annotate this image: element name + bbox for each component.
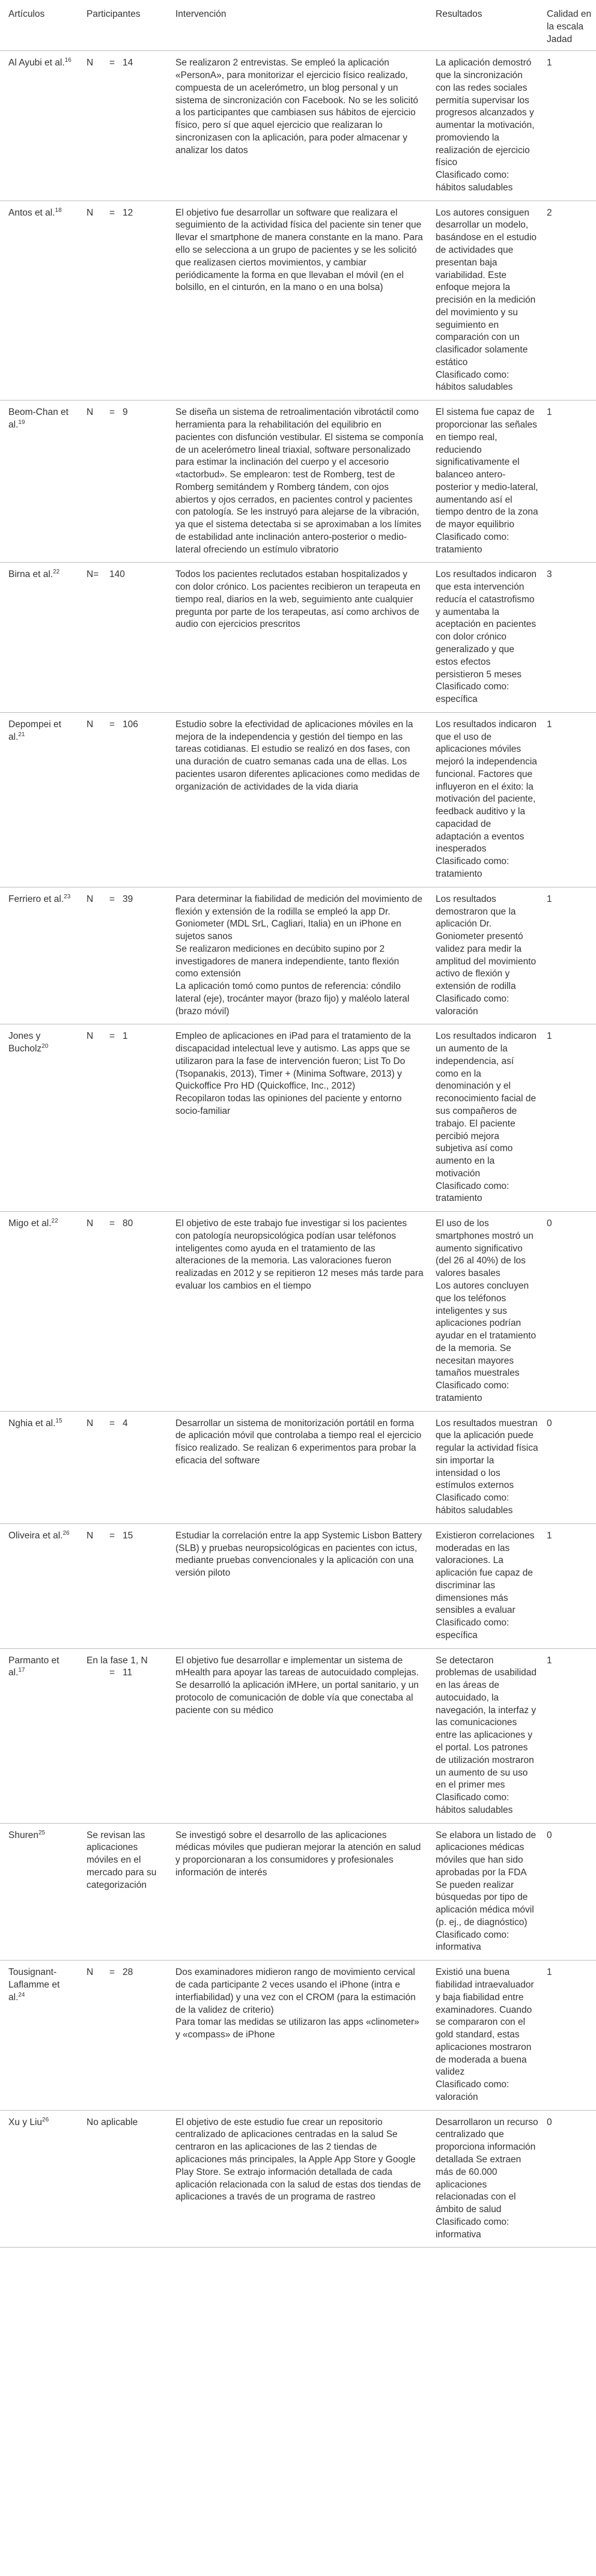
cell-results — [430, 1648, 542, 1823]
results-text: Los resultados demostraron que la aplicación Dr. Goniometer presentó validez para medir la amplitud del movimiento activo de flexión y extensión de rodilla — [436, 893, 537, 992]
cell-intervention — [167, 1648, 430, 1823]
participants-label: N — [87, 58, 94, 68]
results-classification: Clasificado como: específica — [436, 1618, 509, 1640]
table-row — [0, 563, 596, 712]
article-author: Al Ayubi et al. — [8, 58, 65, 68]
cell-participants — [78, 2110, 167, 2248]
quality-score: 0 — [547, 2117, 552, 2127]
cell-intervention — [167, 1411, 430, 1523]
table-body — [0, 51, 596, 2248]
article-reference: 18 — [55, 207, 62, 214]
cell-quality — [542, 401, 596, 563]
table-row — [0, 1648, 596, 1823]
intervention-text: Estudio sobre la efectividad de aplicaciones móviles en la mejora de la independencia y gestión del tiempo en las tareas cotidianas. El estudio se realizó en dos fases, con una duración de cuatro semanas cada una de ellas. Los pacientes usaron diferentes aplicaciones como medidas de organización de actividades de la vida diaria — [175, 719, 420, 792]
participants-equals: = — [109, 1031, 115, 1042]
cell-results — [430, 51, 542, 201]
table-header-row — [0, 0, 596, 51]
cell-results — [430, 887, 542, 1024]
results-text: Los resultados indicaron que esta intervención reducía el catastrofismo y aumentaba la aceptación en pacientes con dolor crónico generalizado y que estos efectos persistieron 5 meses — [436, 569, 537, 680]
article-reference: 17 — [18, 1667, 25, 1674]
article-reference: 20 — [41, 1043, 49, 1050]
cell-intervention — [167, 1212, 430, 1411]
results-text: Los resultados muestran que la aplicación puede regular la actividad física sin importar la intensidad o los estímulos externos — [436, 1418, 538, 1491]
participants-text: Se revisan las aplicaciones móviles en el mercado para su categorización — [87, 1830, 157, 1890]
header-results: Resultados — [430, 0, 542, 51]
cell-participants — [78, 887, 167, 1024]
quality-score: 1 — [547, 893, 552, 904]
cell-article — [0, 51, 78, 201]
article-author: Beom-Chan et al. — [8, 407, 68, 430]
table-row — [0, 2110, 596, 2248]
participants-equals: = — [109, 719, 115, 730]
results-classification: Clasificado como: tratamiento — [436, 1380, 509, 1403]
header-intervention: Intervención — [167, 0, 430, 51]
quality-score: 0 — [547, 1418, 552, 1429]
intervention-text: Se realizaron 2 entrevistas. Se empleó la aplicación «PersonA», para monitorizar el ejercicio físico realizado, compuesta de un acelerómetro, un blog personal y un sistema de sincronización con Facebook. No se les solicitó a los participantes que cambiasen sus hábitos de ejercicio físico, pero sí que aquel ejercicio que realizaran lo sincronizasen con la aplicación, para poder almacenar y analizar los datos — [175, 58, 419, 156]
results-classification: Clasificado como: hábitos saludables — [436, 1493, 513, 1516]
intervention-text: El objetivo de este trabajo fue investigar si los pacientes con patología neuropsicológica podían usar teléfonos inteligentes como ayuda en el tratamiento de las alteraciones de la memoria. Las valoraciones fueron realizadas en 2012 y se repitieron 12 meses más tarde para evaluar los cambios en el tiempo — [175, 1218, 424, 1291]
table-row — [0, 401, 596, 563]
intervention-paragraph: Recopilaron todas las opiniones del paciente y entorno socio-familiar — [175, 1093, 402, 1117]
quality-score: 1 — [547, 407, 552, 418]
participants-label: N — [87, 1031, 94, 1042]
intervention-paragraph: Empleo de aplicaciones en iPad para el tratamiento de la discapacidad intelectual leve y autismo. Las apps que se utilizaron para la fase de intervención fueron; List To Do (Tsopanakis, 2013), Timer + (Minima Software, 2013) y Quickoffice Pro HD (Quickoffice, Inc., 2012) — [175, 1031, 412, 1092]
participants-count: 14 — [123, 58, 133, 68]
cell-results — [430, 1024, 542, 1212]
cell-intervention — [167, 1523, 430, 1648]
results-classification: Clasificado como: informativa — [436, 1929, 509, 1953]
intervention-text: Estudiar la correlación entre la app Systemic Lisbon Battery (SLB) y pruebas neuropsicológicas en pacientes con ictus, mediante pruebas convencionales y la aplicación con una versión piloto — [175, 1530, 422, 1579]
cell-quality — [542, 563, 596, 712]
results-classification: Clasificado como: valoración — [436, 2079, 509, 2102]
results-text: La aplicación demostró que la sincronización con las redes sociales permitía supervisar los progresos alcanzados y aumentar la motivación, promoviendo la realización de ejercicio físico — [436, 58, 535, 168]
participants-count: 80 — [123, 1218, 133, 1229]
participants-equals: = — [109, 1218, 115, 1229]
participants-count: 140 — [109, 569, 125, 580]
cell-intervention — [167, 712, 430, 887]
article-reference: 23 — [64, 893, 71, 900]
cell-intervention — [167, 1961, 430, 2110]
cell-participants — [78, 51, 167, 201]
participants-label: N — [87, 1967, 94, 1978]
article-reference: 24 — [18, 1991, 25, 1998]
cell-quality — [542, 1648, 596, 1823]
results-extra-text: Se pueden realizar búsquedas por tipo de aplicación médica móvil (p. ej., de diagnóstico) — [436, 1879, 534, 1927]
quality-score: 1 — [547, 719, 552, 730]
cell-quality — [542, 1411, 596, 1523]
cell-quality — [542, 1961, 596, 2110]
table-row — [0, 1961, 596, 2110]
cell-article — [0, 1523, 78, 1648]
cell-intervention — [167, 2110, 430, 2248]
cell-results — [430, 201, 542, 400]
results-classification: Clasificado como: hábitos saludables — [436, 1792, 513, 1815]
cell-results — [430, 401, 542, 563]
article-reference: 16 — [64, 57, 71, 64]
intervention-paragraph: Dos examinadores midieron rango de movimiento cervical de cada participante 2 veces usando el iPhone (intra e interfiabilidad) y una vez con el CROM (para la estimación de la validez de criterio) — [175, 1967, 416, 2015]
participants-equals: = — [109, 1418, 115, 1429]
results-text: Se detectaron problemas de usabilidad en las áreas de autocuidado, la navegación, la interfaz y las comunicaciones entre las aplicaciones y el portal. Los patrones de utilización mostraron un aumento de su uso en el primer mes — [436, 1655, 537, 1791]
participants-count: 9 — [123, 407, 128, 418]
results-classification: Clasificado como: hábitos saludables — [436, 170, 513, 193]
results-text: Los resultados indicaron que el uso de aplicaciones móviles mejoró la independencia funcional. Factores que influyeron en el éxito: la motivación del paciente, feedback auditivo y la capacidad de adaptación a eventos inesperados — [436, 719, 537, 854]
cell-results — [430, 1961, 542, 2110]
cell-participants — [78, 1648, 167, 1823]
cell-quality — [542, 1823, 596, 1961]
results-classification: Clasificado como: específica — [436, 682, 509, 705]
cell-quality — [542, 887, 596, 1024]
results-text: Se elabora un listado de aplicaciones médicas móviles que han sido aprobadas por la FDA — [436, 1830, 537, 1878]
intervention-text: Desarrollar un sistema de monitorización portátil en forma de aplicación móvil que controlaba a tiempo real el ejercicio físico realizado. Se realizan 6 experimentos para probar la eficacia del software — [175, 1418, 422, 1466]
article-reference: 26 — [42, 2116, 49, 2123]
cell-quality — [542, 712, 596, 887]
cell-intervention — [167, 563, 430, 712]
cell-participants — [78, 1523, 167, 1648]
cell-intervention — [167, 51, 430, 201]
cell-quality — [542, 1024, 596, 1212]
intervention-text: Se investigó sobre el desarrollo de las aplicaciones médicas móviles que pudieran mejorar la atención en salud y proporcionaran a los consumidores y profesionales información de interés — [175, 1830, 421, 1878]
participants-label: N — [87, 719, 94, 730]
cell-article — [0, 1212, 78, 1411]
article-author: Parmanto et al. — [8, 1655, 59, 1678]
results-classification: Clasificado como: tratamiento — [436, 1181, 509, 1204]
participants-label: N= — [87, 569, 99, 580]
cell-intervention — [167, 201, 430, 400]
intervention-text: El objetivo de este estudio fue crear un repositorio centralizado de aplicaciones centradas en la salud Se centraron en las aplicaciones de las 2 tiendas de aplicaciones más principales, la Apple App Store y Google Play Store. Se extrajo información detallada de cada aplicación relacionada con la salud de estas dos tiendas de aplicaciones a través de un programa de rastreo — [175, 2117, 421, 2203]
table-row — [0, 887, 596, 1024]
table-row — [0, 201, 596, 400]
article-reference: 21 — [18, 731, 25, 738]
intervention-text: Se diseña un sistema de retroalimentación vibrotáctil como herramienta para la rehabilitación del equilibrio en pacientes con disfunción vestibular. El sistema se componía de un acelerómetro lineal triaxial, software personalizado para estimar la inclinación del cuerpo y el accesorio «tactorbud». Se emplearon: test de Romberg, test de Romberg semitándem y Romberg tándem, con ojos abiertos y ojos cerrados, en pacientes control y pacientes con patología. Se les instruyó para alejarse de la vibración, ya que el sistema detectaba si se aproximaban a los límites de estabilidad ante inclinación antero-posterior o medio-lateral ofreciendo un estímulo vibratorio — [175, 407, 424, 555]
participants-equals: = — [109, 1530, 115, 1541]
participants-equals: = — [109, 207, 115, 218]
article-author: Xu y Liu — [8, 2117, 43, 2127]
cell-results — [430, 1411, 542, 1523]
participants-count: 4 — [123, 1418, 128, 1429]
cell-article — [0, 1648, 78, 1823]
header-participants: Participantes — [78, 0, 167, 51]
article-reference: 19 — [18, 419, 25, 426]
results-classification: Clasificado como: tratamiento — [436, 531, 509, 555]
article-author: Nghia et al. — [8, 1418, 56, 1429]
article-author: Migo et al. — [8, 1218, 52, 1229]
participants-equals: = — [109, 58, 115, 68]
cell-article — [0, 1823, 78, 1961]
quality-score: 2 — [547, 207, 552, 218]
cell-results — [430, 563, 542, 712]
intervention-text: Todos los pacientes reclutados estaban hospitalizados y con dolor crónico. Los pacientes recibieron un terapeuta en tiempo real, diarios en la web, seguimiento ante cualquier pregunta por parte de los terapeutas, así como archivos de audio con ejercicios prescritos — [175, 569, 421, 630]
cell-participants — [78, 712, 167, 887]
results-text: Existieron correlaciones moderadas en las valoraciones. La aplicación fue capaz de discriminar las dimensiones más sensibles a evaluar — [436, 1530, 535, 1616]
header-quality: Calidad en la escala Jadad — [542, 0, 596, 51]
participants-count: 15 — [123, 1530, 133, 1541]
article-reference: 26 — [62, 1529, 70, 1537]
article-author: Antos et al. — [8, 207, 55, 218]
results-text: El uso de los smartphones mostró un aumento significativo (del 26 al 40%) de los valores basales — [436, 1218, 534, 1279]
table-row — [0, 1024, 596, 1212]
cell-participants — [78, 1823, 167, 1961]
intervention-paragraph: Se realizaron mediciones en decúbito supino por 2 investigadores de manera independiente, tanto flexión como extensión — [175, 943, 400, 979]
participants-label: N — [87, 407, 94, 418]
participants-count: 1 — [123, 1031, 128, 1042]
results-text: El sistema fue capaz de proporcionar las señales en tiempo real, reduciendo significativamente el balanceo antero-posterior y medio-lateral, aumentando así el tiempo dentro de la zona de mayor equilibrio — [436, 407, 538, 530]
table-row — [0, 1823, 596, 1961]
results-classification: Clasificado como: hábitos saludables — [436, 369, 513, 393]
intervention-text: El objetivo fue desarrollar e implementar un sistema de mHealth para apoyar las tareas de autocuidado complejas. Se desarrolló la aplicación iMHere, un portal sanitario, y un protocolo de comunicación de doble vía que conectaba al paciente con su médico — [175, 1655, 419, 1716]
participants-equals: = — [109, 1667, 115, 1678]
results-classification: Clasificado como: valoración — [436, 993, 509, 1017]
cell-article — [0, 1961, 78, 2110]
participants-label: N — [87, 1218, 94, 1229]
quality-score: 1 — [547, 1967, 552, 1978]
article-author: Ferriero et al. — [8, 893, 64, 904]
table-row — [0, 712, 596, 887]
participants-equals: = — [109, 407, 115, 418]
participants-equals: = — [109, 1967, 115, 1978]
table-row — [0, 1523, 596, 1648]
article-author: Depompei et al. — [8, 719, 61, 742]
cell-participants — [78, 1961, 167, 2110]
participants-text: No aplicable — [87, 2117, 138, 2127]
cell-intervention — [167, 887, 430, 1024]
cell-quality — [542, 1523, 596, 1648]
participants-label: N — [87, 1530, 94, 1541]
participants-count: 11 — [123, 1667, 133, 1678]
cell-results — [430, 712, 542, 887]
quality-score: 1 — [547, 1530, 552, 1541]
participants-count: 28 — [123, 1967, 133, 1978]
article-reference: 15 — [55, 1417, 62, 1424]
cell-results — [430, 1212, 542, 1411]
cell-intervention — [167, 401, 430, 563]
cell-intervention — [167, 1823, 430, 1961]
cell-article — [0, 712, 78, 887]
table-row — [0, 1411, 596, 1523]
quality-score: 1 — [547, 1031, 552, 1042]
cell-article — [0, 401, 78, 563]
participants-count: 106 — [123, 719, 138, 730]
intervention-paragraph: La aplicación tomó como puntos de referencia: cóndilo lateral (eje), trocánter mayor (brazo fijo) y maléolo lateral (brazo móvil) — [175, 981, 410, 1017]
table-row — [0, 51, 596, 201]
quality-score: 3 — [547, 569, 552, 580]
quality-score: 1 — [547, 1655, 552, 1666]
quality-score: 1 — [547, 58, 552, 68]
cell-intervention — [167, 1024, 430, 1212]
participants-label: N — [87, 207, 94, 218]
participants-count: 39 — [123, 893, 133, 904]
cell-article — [0, 1411, 78, 1523]
cell-results — [430, 1523, 542, 1648]
article-author: Birna et al. — [8, 569, 53, 580]
cell-participants — [78, 1024, 167, 1212]
results-text: Los resultados indicaron un aumento de la independencia, así como en la denominación y el reconocimiento facial de sus compañeros de trabajo. El paciente percibió mejora subjetiva así como aumento en la motivación — [436, 1031, 537, 1179]
cell-quality — [542, 51, 596, 201]
article-author: Shuren — [8, 1830, 38, 1840]
cell-quality — [542, 1212, 596, 1411]
participants-label: N — [87, 1418, 94, 1429]
cell-article — [0, 563, 78, 712]
quality-score: 0 — [547, 1830, 552, 1840]
cell-participants — [78, 1212, 167, 1411]
intervention-paragraph: Para tomar las medidas se utilizaron las apps «clinometer» y «compass» de iPhone — [175, 2017, 419, 2040]
results-text: Existió una buena fiabilidad intraevaluador y baja fiabilidad entre examinadores. Cuando se compararon con el gold standard, estas aplicaciones mostraron de moderada a buena validez — [436, 1967, 534, 2078]
intervention-text: El objetivo fue desarrollar un software que realizara el seguimiento de la actividad física del paciente sin tener que llevar el smartphone de manera constante en la mano. Para ello se selecciona a un grupo de pacientes y se les solicitó que realizasen ciertos movimientos, y cambiar periódicamente la forma en que llevaban el móvil (en el bolsillo, en el cinturón, en la mano o en una bolsa) — [175, 207, 423, 293]
article-reference: 25 — [38, 1829, 46, 1836]
participants-equals: = — [109, 893, 115, 904]
cell-quality — [542, 2110, 596, 2248]
results-extra-text: Los autores concluyen que los teléfonos inteligentes y sus aplicaciones podrían ayudar en el tratamiento de la memoria. Se necesitan mayores tamaños muestrales — [436, 1280, 537, 1379]
article-author: Jones y Bucholz — [8, 1031, 42, 1054]
cell-article — [0, 201, 78, 400]
cell-participants — [78, 1411, 167, 1523]
quality-score: 0 — [547, 1218, 552, 1229]
results-text: Los autores consiguen desarrollar un modelo, basándose en el estudio de actividades que presentan baja variabilidad. Este enfoque mejora la precisión en la medición del movimiento y su seguimiento en comparación con un clasificador solamente estático — [436, 207, 537, 367]
cell-article — [0, 1024, 78, 1212]
cell-article — [0, 887, 78, 1024]
participants-count: 12 — [123, 207, 133, 218]
participants-label: En la fase 1, N — [87, 1655, 148, 1666]
results-classification: Clasificado como: tratamiento — [436, 856, 509, 879]
header-articles: Artículos — [0, 0, 78, 51]
cell-participants — [78, 563, 167, 712]
table-row — [0, 1212, 596, 1411]
cell-participants — [78, 201, 167, 400]
results-classification: Clasificado como: informativa — [436, 2216, 509, 2240]
cell-results — [430, 2110, 542, 2248]
cell-participants — [78, 401, 167, 563]
article-reference: 22 — [53, 569, 60, 576]
cell-results — [430, 1823, 542, 1961]
cell-quality — [542, 201, 596, 400]
article-author: Oliveira et al. — [8, 1530, 63, 1541]
intervention-paragraph: Para determinar la fiabilidad de medición del movimiento de flexión y extensión de la rodilla se empleó la app Dr. Goniometer (MDL SrL, Cagliari, Italia) en un iPhone en sujetos sanos — [175, 893, 422, 942]
results-text: Desarrollaron un recurso centralizado que proporciona información detallada Se extraen más de 60.000 aplicaciones relacionadas con el ámbito de salud — [436, 2117, 538, 2215]
article-reference: 22 — [51, 1217, 58, 1224]
participants-label: N — [87, 893, 94, 904]
cell-article — [0, 2110, 78, 2248]
article-author: Tousignant-Laflamme et al. — [8, 1967, 60, 2003]
